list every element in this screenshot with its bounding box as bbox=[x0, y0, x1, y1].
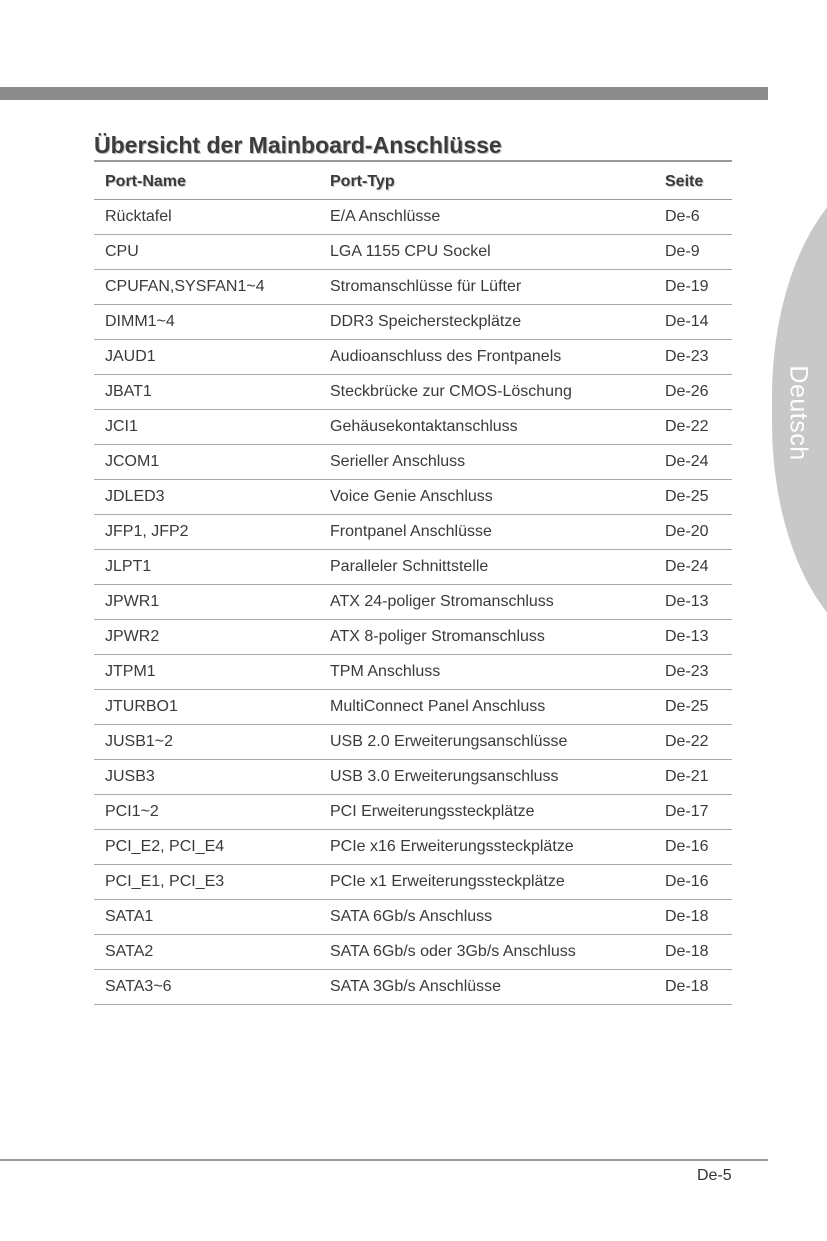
page-ref-cell: De-14 bbox=[654, 305, 732, 340]
table-row bbox=[94, 515, 732, 550]
port-type-cell: SATA 3Gb/s Anschlüsse bbox=[319, 970, 654, 1005]
page-ref-cell: De-23 bbox=[654, 655, 732, 690]
port-type-cell: PCIe x1 Erweiterungssteckplätze bbox=[319, 865, 654, 900]
port-name-cell: JCOM1 bbox=[94, 445, 319, 480]
page-ref-cell: De-6 bbox=[654, 200, 732, 235]
page-ref-cell: De-16 bbox=[654, 865, 732, 900]
table-row bbox=[94, 725, 732, 760]
port-name-cell: CPUFAN,SYSFAN1~4 bbox=[94, 270, 319, 305]
table-row bbox=[94, 935, 732, 970]
table-row bbox=[94, 795, 732, 830]
page-ref-cell: De-24 bbox=[654, 550, 732, 585]
page-ref-cell: De-21 bbox=[654, 760, 732, 795]
table-row bbox=[94, 970, 732, 1005]
port-name-cell: JDLED3 bbox=[94, 480, 319, 515]
table-row bbox=[94, 445, 732, 480]
port-type-cell: Frontpanel Anschlüsse bbox=[319, 515, 654, 550]
table-row bbox=[94, 235, 732, 270]
page-ref-cell: De-18 bbox=[654, 935, 732, 970]
table-row bbox=[94, 620, 732, 655]
language-tab-label: Deutsch bbox=[784, 365, 813, 461]
port-name-cell: JTPM1 bbox=[94, 655, 319, 690]
page-ref-cell: De-18 bbox=[654, 900, 732, 935]
table-row bbox=[94, 550, 732, 585]
table-row bbox=[94, 270, 732, 305]
table-row bbox=[94, 830, 732, 865]
port-name-cell: JLPT1 bbox=[94, 550, 319, 585]
port-type-cell: Audioanschluss des Frontpanels bbox=[319, 340, 654, 375]
port-name-cell: SATA2 bbox=[94, 935, 319, 970]
table-row bbox=[94, 305, 732, 340]
port-type-cell: DDR3 Speichersteckplätze bbox=[319, 305, 654, 340]
connector-table bbox=[94, 165, 732, 1005]
page-number: De-5 bbox=[697, 1167, 732, 1184]
port-name-cell: JPWR2 bbox=[94, 620, 319, 655]
port-name-cell: SATA3~6 bbox=[94, 970, 319, 1005]
page-ref-cell: De-16 bbox=[654, 830, 732, 865]
header-bar bbox=[0, 87, 768, 100]
title-divider bbox=[94, 160, 732, 162]
page-ref-cell: De-9 bbox=[654, 235, 732, 270]
port-type-cell: USB 2.0 Erweiterungsanschlüsse bbox=[319, 725, 654, 760]
port-name-cell: JCI1 bbox=[94, 410, 319, 445]
port-name-cell: PCI_E1, PCI_E3 bbox=[94, 865, 319, 900]
port-name-cell: JUSB1~2 bbox=[94, 725, 319, 760]
page-ref-cell: De-17 bbox=[654, 795, 732, 830]
port-name-cell: JTURBO1 bbox=[94, 690, 319, 725]
table-row bbox=[94, 340, 732, 375]
port-type-cell: Serieller Anschluss bbox=[319, 445, 654, 480]
page-ref-cell: De-13 bbox=[654, 620, 732, 655]
page-ref-cell: De-23 bbox=[654, 340, 732, 375]
page-ref-cell: De-25 bbox=[654, 690, 732, 725]
table-row bbox=[94, 865, 732, 900]
port-name-cell: JAUD1 bbox=[94, 340, 319, 375]
port-name-cell: JPWR1 bbox=[94, 585, 319, 620]
page-title: Übersicht der Mainboard-Anschlüsse bbox=[94, 132, 502, 158]
port-type-cell: USB 3.0 Erweiterungsanschluss bbox=[319, 760, 654, 795]
port-name-cell: Rücktafel bbox=[94, 200, 319, 235]
port-type-cell: PCI Erweiterungssteckplätze bbox=[319, 795, 654, 830]
port-name-cell: JFP1, JFP2 bbox=[94, 515, 319, 550]
port-type-cell: Stromanschlüsse für Lüfter bbox=[319, 270, 654, 305]
page-ref-cell: De-24 bbox=[654, 445, 732, 480]
port-type-cell: Paralleler Schnittstelle bbox=[319, 550, 654, 585]
table-row bbox=[94, 480, 732, 515]
page-ref-cell: De-13 bbox=[654, 585, 732, 620]
table-row bbox=[94, 655, 732, 690]
port-name-cell: SATA1 bbox=[94, 900, 319, 935]
page-ref-cell: De-18 bbox=[654, 970, 732, 1005]
port-name-cell: PCI1~2 bbox=[94, 795, 319, 830]
table-header-row bbox=[94, 165, 732, 200]
port-type-cell: SATA 6Gb/s oder 3Gb/s Anschluss bbox=[319, 935, 654, 970]
port-type-cell: TPM Anschluss bbox=[319, 655, 654, 690]
port-type-cell: ATX 24-poliger Stromanschluss bbox=[319, 585, 654, 620]
table-row bbox=[94, 375, 732, 410]
port-type-cell: Gehäusekontaktanschluss bbox=[319, 410, 654, 445]
table-row bbox=[94, 585, 732, 620]
table-row bbox=[94, 410, 732, 445]
port-type-cell: E/A Anschlüsse bbox=[319, 200, 654, 235]
port-type-cell: Steckbrücke zur CMOS-Löschung bbox=[319, 375, 654, 410]
port-name-cell: JBAT1 bbox=[94, 375, 319, 410]
page-ref-cell: De-22 bbox=[654, 410, 732, 445]
footer-divider bbox=[0, 1159, 768, 1161]
page-ref-cell: De-26 bbox=[654, 375, 732, 410]
page-ref-cell: De-19 bbox=[654, 270, 732, 305]
port-type-cell: ATX 8-poliger Stromanschluss bbox=[319, 620, 654, 655]
column-header-page: Seite bbox=[654, 165, 732, 200]
column-header-port-name: Port-Name bbox=[94, 165, 319, 200]
table-row bbox=[94, 760, 732, 795]
port-type-cell: Voice Genie Anschluss bbox=[319, 480, 654, 515]
page-ref-cell: De-20 bbox=[654, 515, 732, 550]
page-ref-cell: De-25 bbox=[654, 480, 732, 515]
page-ref-cell: De-22 bbox=[654, 725, 732, 760]
port-name-cell: JUSB3 bbox=[94, 760, 319, 795]
port-name-cell: CPU bbox=[94, 235, 319, 270]
port-type-cell: PCIe x16 Erweiterungssteckplätze bbox=[319, 830, 654, 865]
port-type-cell: LGA 1155 CPU Sockel bbox=[319, 235, 654, 270]
table-row bbox=[94, 200, 732, 235]
table-row bbox=[94, 690, 732, 725]
port-type-cell: SATA 6Gb/s Anschluss bbox=[319, 900, 654, 935]
table-row bbox=[94, 900, 732, 935]
column-header-port-type: Port-Typ bbox=[319, 165, 654, 200]
table-body bbox=[94, 200, 732, 1005]
port-name-cell: PCI_E2, PCI_E4 bbox=[94, 830, 319, 865]
port-name-cell: DIMM1~4 bbox=[94, 305, 319, 340]
port-type-cell: MultiConnect Panel Anschluss bbox=[319, 690, 654, 725]
